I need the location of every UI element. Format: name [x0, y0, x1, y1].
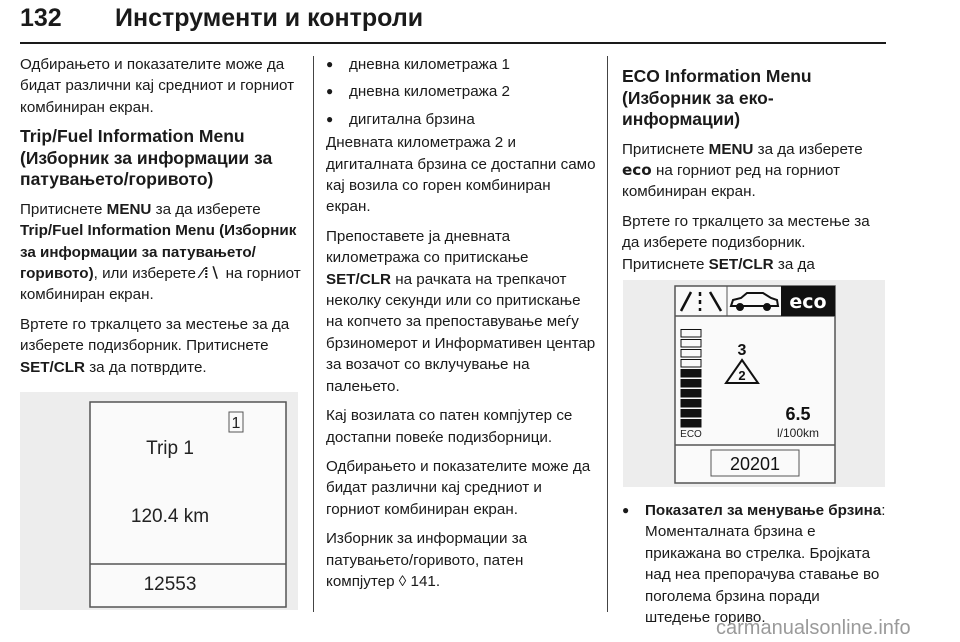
availability-paragraph: Дневната километража 2 и дигиталната брзина се достапни само кај возила со горен комбиниран екран.	[326, 134, 596, 216]
eco-tab-label: eco	[789, 291, 827, 313]
trip-fuel-icon: ⁄⁞∖	[200, 264, 222, 282]
eco-display-figure	[623, 280, 885, 487]
menu-key: MENU	[106, 200, 152, 218]
trip-display-svg	[20, 392, 298, 610]
submenus-paragraph: Кај возилата со патен компјутер се достапни повеќе подизборници.	[326, 407, 573, 446]
eco-bar-segment	[681, 350, 701, 358]
trip-distance: 120.4 km	[130, 506, 210, 527]
bullet-title: Показател за менување брзина	[645, 502, 882, 519]
list-item: ● дневна километража 1	[326, 54, 596, 75]
text-run: Притиснете	[622, 140, 709, 158]
eco-display-svg	[623, 280, 885, 487]
list-item	[622, 500, 888, 628]
set-clr-key: SET/CLR	[326, 270, 391, 288]
eco-bar-segment	[681, 330, 701, 338]
menu-instruction	[622, 139, 888, 203]
text-run: Вртете го тркалцето за местење за да изберете подизборник. Притиснете	[20, 315, 290, 355]
text-run: Вртете го тркалцето за местење за да изберете подизборник. Притиснете	[622, 212, 870, 273]
eco-bar-segment	[681, 410, 701, 418]
eco-bar-label: ECO	[680, 429, 702, 440]
heading-line-2: (Изборник за информации за патувањето/горивото)	[20, 147, 273, 190]
set-clr-key: SET/CLR	[708, 255, 774, 273]
heading-line-1: ECO Information Menu	[622, 66, 812, 86]
page-number: 132	[20, 4, 62, 32]
page-reference-icon: ◊	[398, 572, 407, 590]
reset-paragraph	[326, 226, 596, 397]
eco-icon: eco	[622, 160, 652, 179]
cross-reference-paragraph	[326, 528, 596, 592]
chapter-title: Инструменти и контроли	[115, 4, 424, 32]
submenu-instruction	[20, 314, 302, 378]
eco-bar-segment	[681, 370, 701, 378]
eco-bar-segment	[681, 420, 701, 428]
header-rule	[20, 42, 886, 44]
menu-name: Trip/Fuel Information Menu (Изборник за информации за патувањето/горивото)	[20, 222, 297, 282]
text-run: на рачката на трепкачот неколку секунди или со притискање на копчето за препоставување меѓу брзиномерот и Информативен центар за возачот со вклучување на палењето.	[326, 270, 596, 395]
column-divider-1	[313, 56, 314, 612]
trip-label: Trip 1	[146, 438, 194, 459]
bullet-list	[326, 54, 596, 130]
fuel-consumption-unit: l/100km	[776, 426, 820, 440]
eco-bar-segment	[681, 400, 701, 408]
text-run: Изборник за информации за патувањето/горивото, патен компјутер	[326, 530, 528, 590]
set-clr-key: SET/CLR	[20, 358, 85, 376]
trip-display-figure	[20, 392, 298, 610]
list-item: ● дигитална брзина	[326, 109, 596, 130]
recommended-gear: 3	[737, 342, 747, 359]
text-run: за да изберете	[151, 200, 261, 218]
trip-fuel-heading	[20, 126, 302, 191]
current-gear: 2	[738, 368, 746, 383]
eco-bar-segment	[681, 380, 701, 388]
eco-bar-segment	[681, 360, 701, 368]
right-column-lower	[622, 500, 888, 636]
eco-heading	[622, 66, 888, 131]
text-run: Препоставете ја дневната километража со притискање	[326, 227, 529, 267]
text-run: за да изберете	[753, 140, 863, 158]
eco-bar-segment	[681, 340, 701, 348]
text-run: на горниот комбиниран екран.	[20, 264, 301, 304]
heading-line-1: Trip/Fuel Information Menu	[20, 126, 245, 147]
menu-instruction	[20, 199, 302, 306]
left-column	[20, 54, 302, 386]
page-reference[interactable]: 141.	[406, 572, 441, 590]
odometer-value: 20201	[729, 454, 781, 474]
intro-paragraph: Одбирањето и показателите може да бидат различни кај средниот и горниот комбиниран екран.	[20, 56, 295, 116]
text-run: за да	[777, 255, 815, 273]
text-run: за да потврдите.	[84, 358, 207, 376]
heading-line-2: (Изборник за еко-информации)	[622, 87, 774, 129]
text-run: , или изберете	[93, 264, 201, 282]
fuel-consumption-value: 6.5	[785, 404, 811, 424]
trip-number: 1	[231, 415, 241, 432]
display-note-paragraph: Одбирањето и показателите може да бидат различни кај средниот и горниот комбиниран екран.	[326, 457, 591, 518]
middle-column	[326, 54, 596, 600]
menu-key: MENU	[708, 140, 754, 158]
eco-bar-segment	[681, 390, 701, 398]
bullet-description: : Моменталната брзина е прикажана во стрелка. Бројката над неа препорачува ставање во поголема брзина поради штедење гориво.	[645, 502, 886, 627]
column-divider-2	[607, 56, 608, 612]
odometer-value: 12553	[143, 574, 197, 595]
text-run: Притиснете	[20, 200, 107, 218]
text-run: на горниот ред на горниот комбиниран екран.	[622, 161, 841, 201]
watermark: carmanualsonline.info	[716, 617, 911, 639]
list-item: ● дневна километража 2	[326, 81, 596, 102]
